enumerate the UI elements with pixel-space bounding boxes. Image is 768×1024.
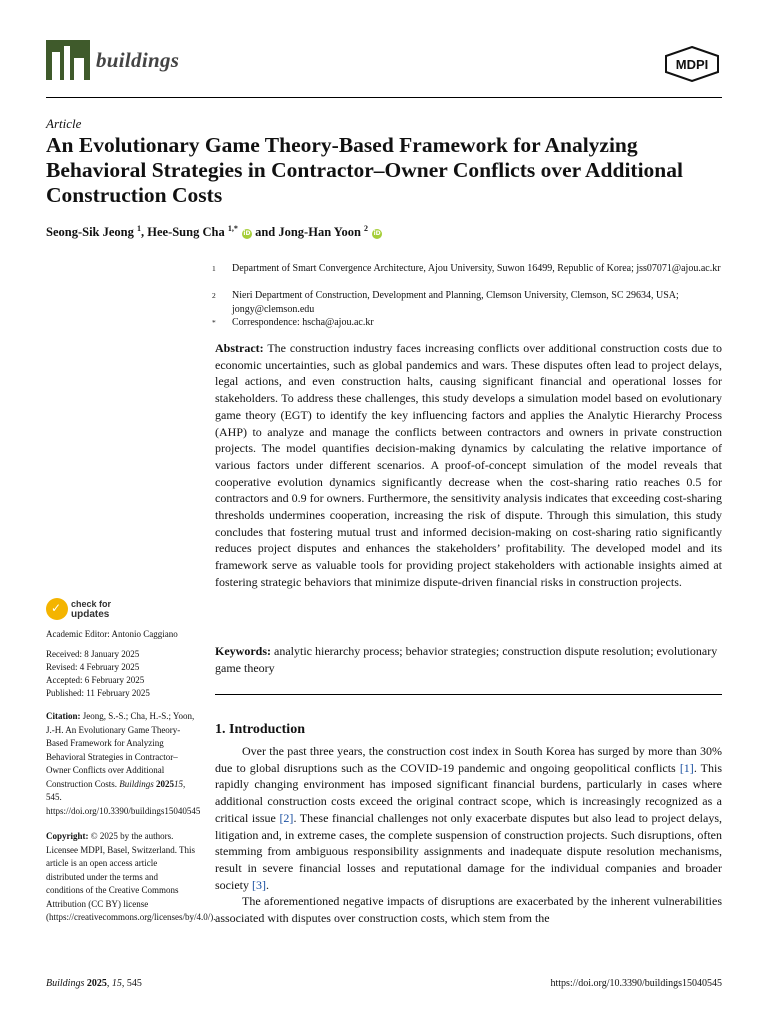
author-separator: and [251, 225, 279, 240]
footer-citation: Buildings 2025, 15, 545 [46, 978, 142, 989]
author-name[interactable]: Hee-Sung Cha [147, 225, 225, 240]
article-type: Article [46, 116, 82, 131]
author-affiliation-mark: 2 [364, 224, 369, 233]
citation-link[interactable]: [3] [252, 877, 266, 892]
citation-journal: Buildings [119, 778, 154, 789]
publisher-name: MDPI [675, 57, 709, 72]
citation-text: Jeong, S.-S.; Cha, H.-S.; Yoon, J.-H. An Evolutionary Game Theory-Based Framework for Analyzing Behavioral Strategies in Contractor–Owner Conflicts over Additional Construction Costs. [46, 711, 195, 789]
citation-link[interactable]: [1] [679, 760, 694, 775]
keywords-text: analytic hierarchy process; behavior strategies; construction dispute resolution; evolutionary game theory [215, 644, 718, 675]
published-date: Published: 11 February 2025 [46, 688, 150, 698]
correspondence-mark: * [212, 318, 216, 327]
journal-name: buildings [96, 48, 180, 72]
received-date: Received: 8 January 2025 [46, 649, 140, 659]
check-for-updates-button[interactable] [46, 598, 126, 622]
orcid-icon[interactable]: iD [373, 230, 381, 238]
paper-title: An Evolutionary Game Theory-Based Framework for Analyzing Behavioral Strategies in Contractor–Owner Conflicts over Additional Construction Costs [46, 133, 683, 207]
section-divider [215, 694, 722, 695]
abstract-label: Abstract: [215, 341, 264, 355]
section-heading: 1. Introduction [215, 722, 305, 737]
header-divider [46, 97, 722, 98]
correspondence-text: Correspondence: hscha@ajou.ac.kr [232, 317, 374, 328]
intro-text: . These financial challenges not only exacerbate disputes but also lead to project delays, litigation and, in extreme cases, the complete suspension of construction projects. Such disruptions, often stemming from ambiguous responsibility assignments and inadequate dispute resolution mechanisms, result in severe financial losses and reputational damage for the individual companies and broader society [215, 810, 722, 892]
academic-editor: Academic Editor: Antonio Caggiano [46, 629, 178, 639]
intro-text: . This rapidly changing environment has imposed significant financial burdens, particularly in cases where additional construction costs exceed the original contract scope, which is increasingly recognized as a critical issue [215, 760, 722, 825]
affiliation-text: Department of Smart Convergence Architecture, Ajou University, Suwon 16499, Republic of Korea; jss07071@ajou.ac.kr [232, 263, 721, 274]
author-affiliation-mark: 1 [137, 224, 141, 233]
author-affiliation-mark: 1,* [227, 224, 238, 233]
buildings-logo-icon [46, 40, 90, 80]
affiliation [212, 262, 726, 276]
copyright-block [46, 830, 216, 925]
checkmark-icon: ✓ [46, 598, 68, 620]
author-name[interactable]: Seong-Sik Jeong [46, 225, 134, 240]
affiliation-mark: 1 [212, 264, 216, 273]
copyright-text: © 2025 by the authors. Licensee MDPI, Basel, Switzerland. This article is an open access article distributed under the terms and conditions of the Creative Commons Attribution (CC BY) license (https://creativecommons.org/licenses/by/4.0/). [46, 831, 216, 922]
citation-year: 2025 [156, 778, 175, 789]
citation-link[interactable]: [2] [279, 810, 294, 825]
citation-block [46, 710, 201, 818]
copyright-label: Copyright: [46, 831, 89, 841]
citation-label: Citation: [46, 711, 81, 721]
author-list [46, 224, 382, 240]
footer-year: 2025 [86, 978, 107, 989]
abstract-text: The construction industry faces increasing conflicts over additional construction costs due to economic uncertainties, such as global pandemics and wars. These disputes often lead to project delays, legal actions, and even construction halts, causing significant financial and operational losses for stakeholders. To address these challenges, this study develops a simulation model based on evolutionary game theory (EGT) to identify the key influencing factors and applies the Analytic Hierarchy Process (AHP) to analyze and manage the conflicts between contractors and owners in private construction projects. The model quantifies decision-making dynamics by calculating the relative importance of various factors under different scenarios. A proof-of-concept simulation of the model reveals that cooperative evolution dynamics significantly decrease when the cost-sharing ratio reaches 0.5 for contractors and 0.9 for owners. Furthermore, the sensitivity analysis indicates that exceeding cost-sharing thresholds undermines cooperation, increasing the risk of dispute. Through this simulation, this study concludes that fostering mutual trust and informed decision-making on cost-sharing ratio significantly reduces project disputes and enhances the stakeholders’ profitability. The developed model and its framework serve as valuable tools for providing project stakeholders with actionable insights aimed at fostering strategic behaviors that minimize dispute-driven financial risks in construction projects. [215, 341, 722, 589]
abstract [215, 340, 722, 591]
affiliation [212, 289, 726, 316]
citation-volume: 15 [174, 778, 184, 789]
intro-paragraph: The aforementioned negative impacts of disruptions are exacerbated by the inherent vulnerabilities associated with disputes over construction costs, which stem from the [215, 894, 722, 926]
correspondence [212, 316, 726, 330]
accepted-date: Accepted: 6 February 2025 [46, 675, 145, 685]
check-updates-label: check for [71, 599, 112, 609]
footer-volume: 15 [111, 978, 122, 989]
check-updates-label: updates [71, 609, 110, 620]
footer-page: , 545 [121, 978, 142, 989]
intro-paragraph [215, 743, 722, 893]
author-name[interactable]: Jong-Han Yoon [278, 225, 361, 240]
footer-doi-link[interactable]: https://doi.org/10.3390/buildings15040545 [550, 978, 722, 989]
author-separator: , [141, 225, 148, 240]
intro-text: . [266, 877, 269, 892]
revised-date: Revised: 4 February 2025 [46, 662, 140, 672]
intro-body [215, 743, 722, 927]
mdpi-logo-icon[interactable] [664, 46, 720, 82]
orcid-icon[interactable]: iD [243, 230, 251, 238]
citation-doi[interactable]: , 545. https://doi.org/10.3390/buildings15040545 [46, 778, 201, 816]
keywords [215, 643, 722, 676]
affiliation-text: Nieri Department of Construction, Development and Planning, Clemson University, Clemson, SC 29634, USA; jongy@clemson.edu [232, 290, 679, 315]
footer-journal: Buildings [46, 978, 85, 989]
intro-text: Over the past three years, the construction cost index in South Korea has surged by more than 30% due to global disruptions such as the COVID-19 pandemic and ongoing geopolitical conflicts [215, 744, 722, 775]
keywords-label: Keywords: [215, 644, 271, 658]
affiliation-mark: 2 [212, 291, 216, 300]
